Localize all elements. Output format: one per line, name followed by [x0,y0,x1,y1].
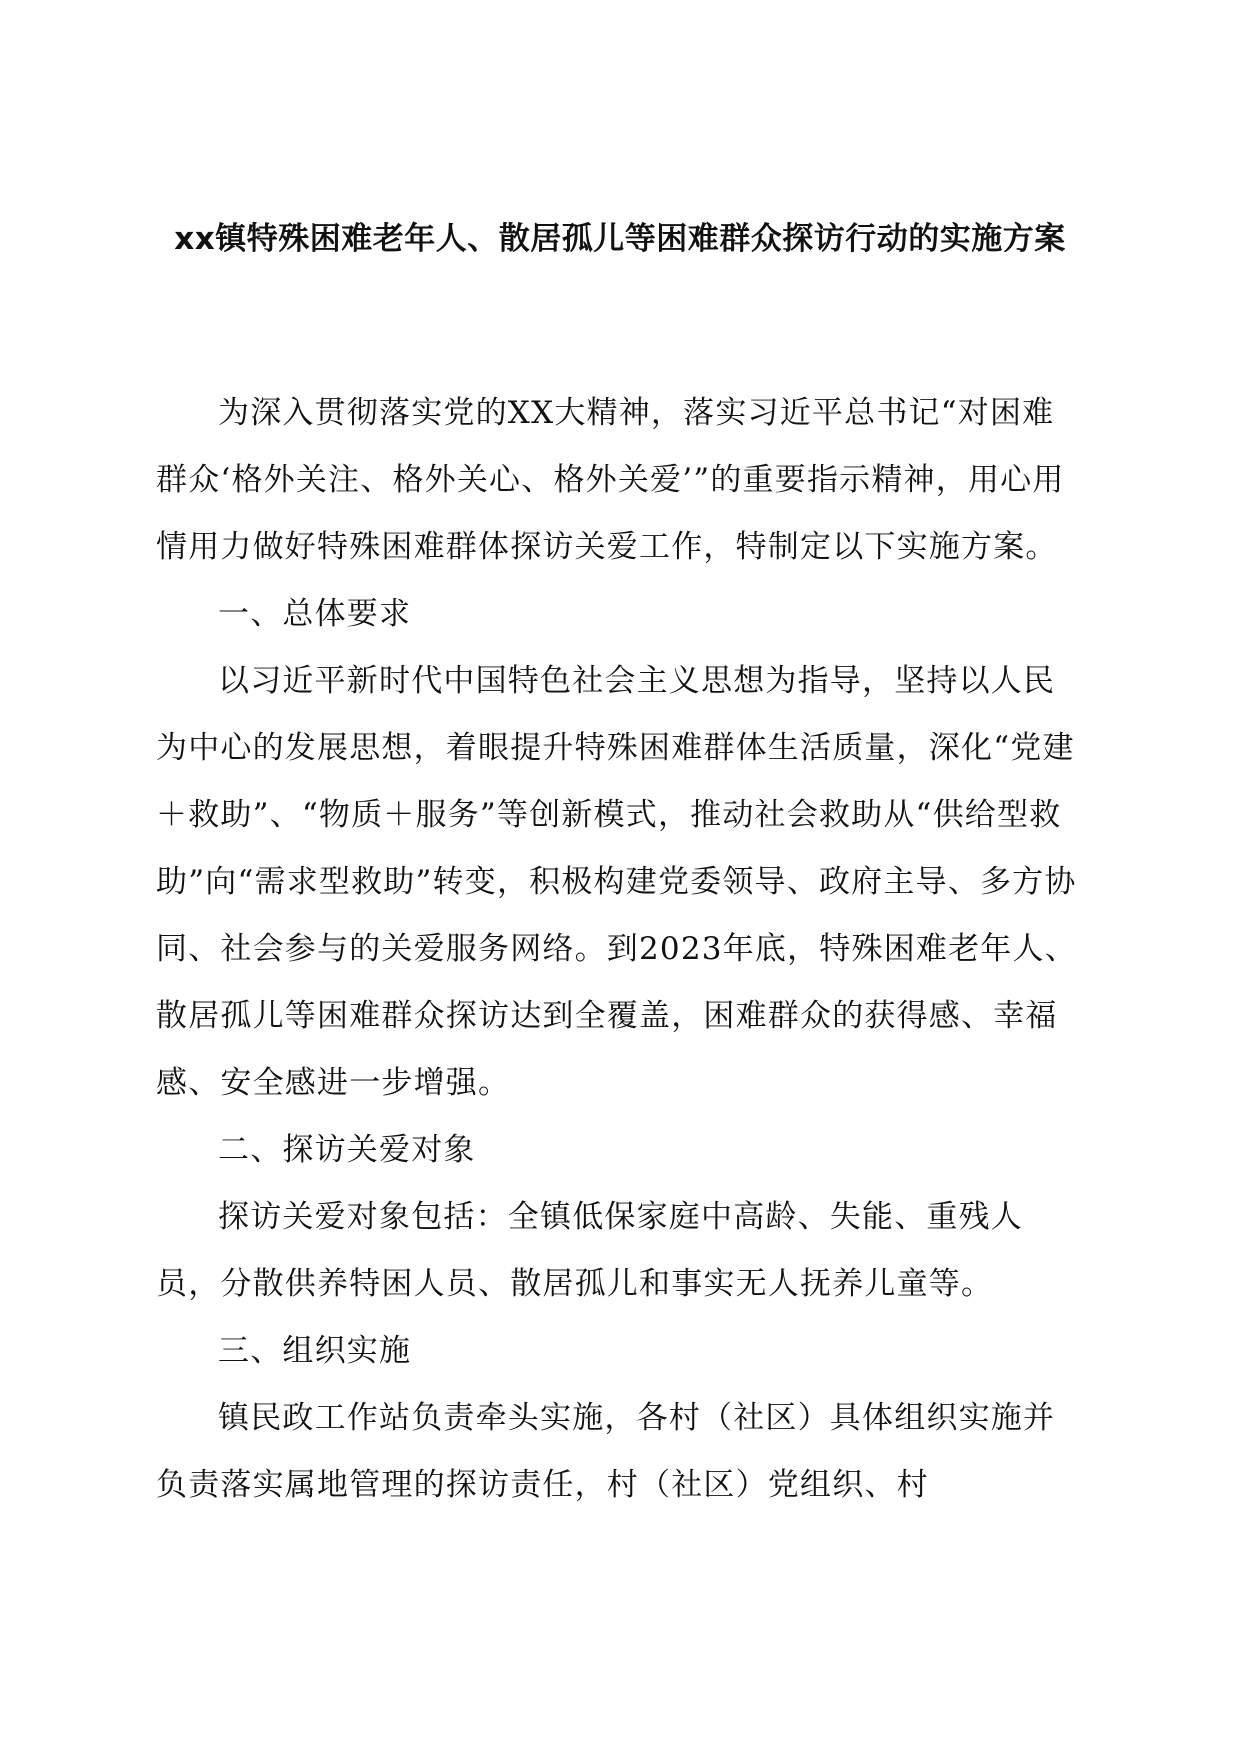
paragraph-organization: 镇民政工作站负责牵头实施，各村（社区）具体组织实施并负责落实属地管理的探访责任，村（社区）党组织、村 [156,1400,1056,1503]
section-heading-organization: 三、组织实施 [218,1333,412,1369]
paragraph-care-targets: 探访关爱对象包括：全镇低保家庭中高龄、失能、重残人员，分散供养特困人员、散居孤儿和事实无人抚养儿童等。 [156,1199,1023,1302]
paragraph-intro: 为深入贯彻落实党的XX大精神，落实习近平总书记“对困难群众‘格外关注、格外关心、格外关爱’”的重要指示精神，用心用情用力做好特殊困难群体探访关爱工作，特制定以下实施方案。 [156,395,1065,565]
document-title: xx镇特殊困难老年人、散居孤儿等困难群众探访行动的实施方案 [174,221,1066,257]
document-body [156,380,1086,1519]
section-heading-general-requirements: 一、总体要求 [218,596,412,632]
paragraph-general-requirements: 以习近平新时代中国特色社会主义思想为指导，坚持以人民为中心的发展思想，着眼提升特殊困难群体生活质量，深化“党建＋救助”、“物质＋服务”等创新模式，推动社会救助从“供给型救助”向“需求型救助”转变，积极构建党委领导、政府主导、多方协同、社会参与的关爱服务网络。到2023年底，特殊困难老年人、散居孤儿等困难群众探访达到全覆盖，困难群众的获得感、幸福感、安全感进一步增强。 [156,663,1077,1101]
section-heading-care-targets: 二、探访关爱对象 [218,1132,476,1168]
